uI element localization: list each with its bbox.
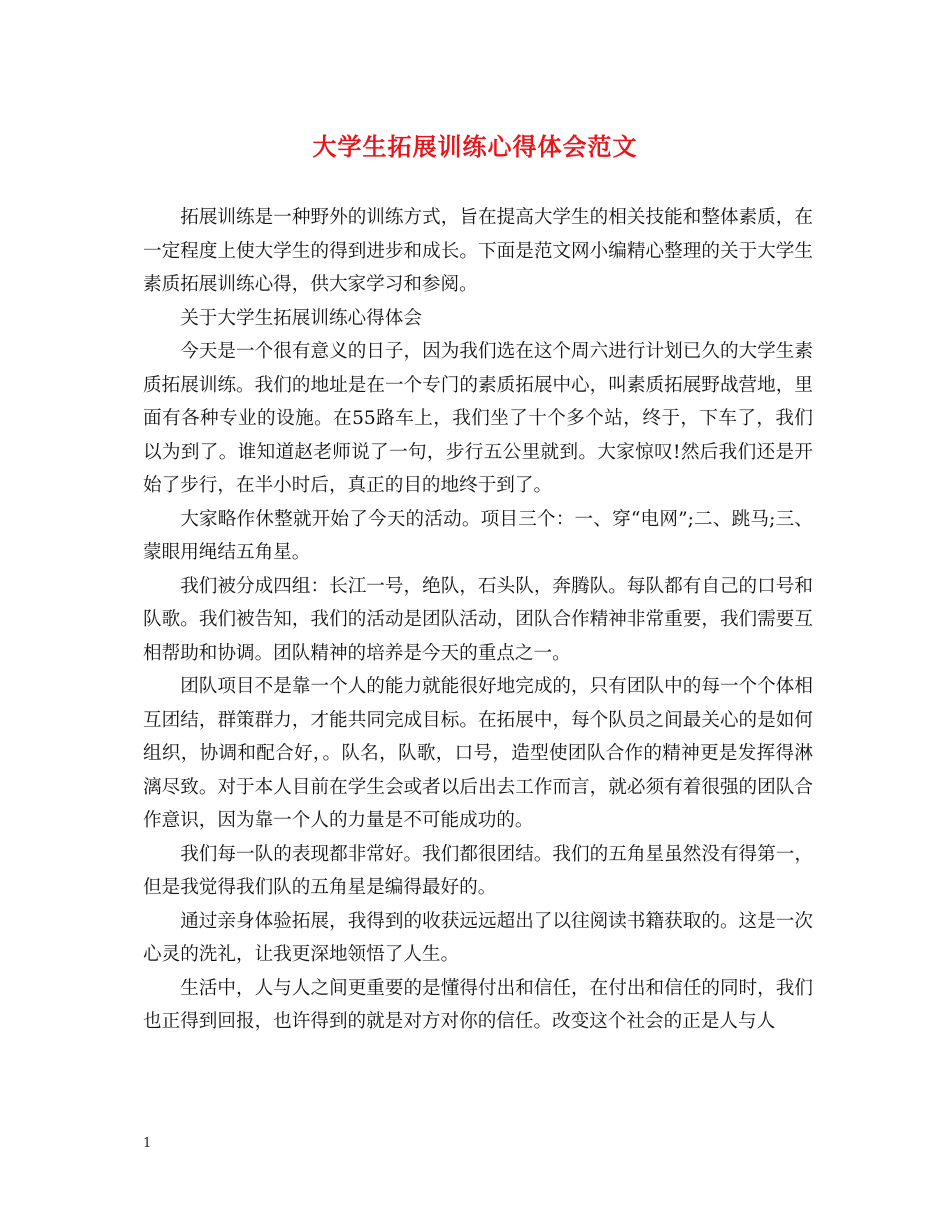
paragraph: 今天是一个很有意义的日子，因为我们选在这个周六进行计划已久的大学生素质拓展训练。我们的地址是在一个专门的素质拓展中心，叫素质拓展野战营地，里面有各种专业的设施。在55路车上，我们坐了十个多个站，终于，下车了，我们以为到了。谁知道赵老师说了一句，步行五公里就到。大家惊叹!然后我们还是开始了步行，在半小时后，真正的目的地终于到了。 bbox=[143, 341, 813, 496]
page-number: 1 bbox=[143, 1136, 152, 1151]
paragraph: 我们每一队的表现都非常好。我们都很团结。我们的五角星虽然没有得第一，但是我觉得我们队的五角星是编得最好的。 bbox=[143, 843, 813, 898]
section-heading: 关于大学生拓展训练心得体会 bbox=[180, 307, 422, 329]
paragraph: 生活中，人与人之间更重要的是懂得付出和信任，在付出和信任的同时，我们也正得到回报，也许得到的就是对方对你的信任。改变这个社会的正是人与人 bbox=[143, 977, 813, 1032]
paragraph: 我们被分成四组：长江一号，绝队，石头队，奔腾队。每队都有自己的口号和队歌。我们被告知，我们的活动是团队活动，团队合作精神非常重要，我们需要互相帮助和协调。团队精神的培养是今天的重点之一。 bbox=[143, 575, 813, 664]
document-body bbox=[143, 201, 813, 1039]
paragraph: 团队项目不是靠一个人的能力就能很好地完成的，只有团队中的每一个个体相互团结，群策群力，才能共同完成目标。在拓展中，每个队员之间最关心的是如何组织，协调和配合好，。队名，队歌，口号，造型使团队合作的精神更是发挥得淋漓尽致。对于本人目前在学生会或者以后出去工作而言，就必须有着很强的团队合作意识，因为靠一个人的力量是不可能成功的。 bbox=[143, 676, 813, 831]
paragraph-intro: 拓展训练是一种野外的训练方式，旨在提高大学生的相关技能和整体素质，在一定程度上使大学生的得到进步和成长。下面是范文网小编精心整理的关于大学生素质拓展训练心得，供大家学习和参阅。 bbox=[143, 207, 813, 295]
paragraph: 通过亲身体验拓展，我得到的收获远远超出了以往阅读书籍获取的。这是一次心灵的洗礼，让我更深地领悟了人生。 bbox=[143, 910, 813, 965]
paragraph: 大家略作休整就开始了今天的活动。项目三个：一、穿“电网”;二、跳马;三、蒙眼用绳结五角星。 bbox=[143, 508, 813, 563]
document-title: 大学生拓展训练心得体会范文 bbox=[312, 132, 638, 161]
